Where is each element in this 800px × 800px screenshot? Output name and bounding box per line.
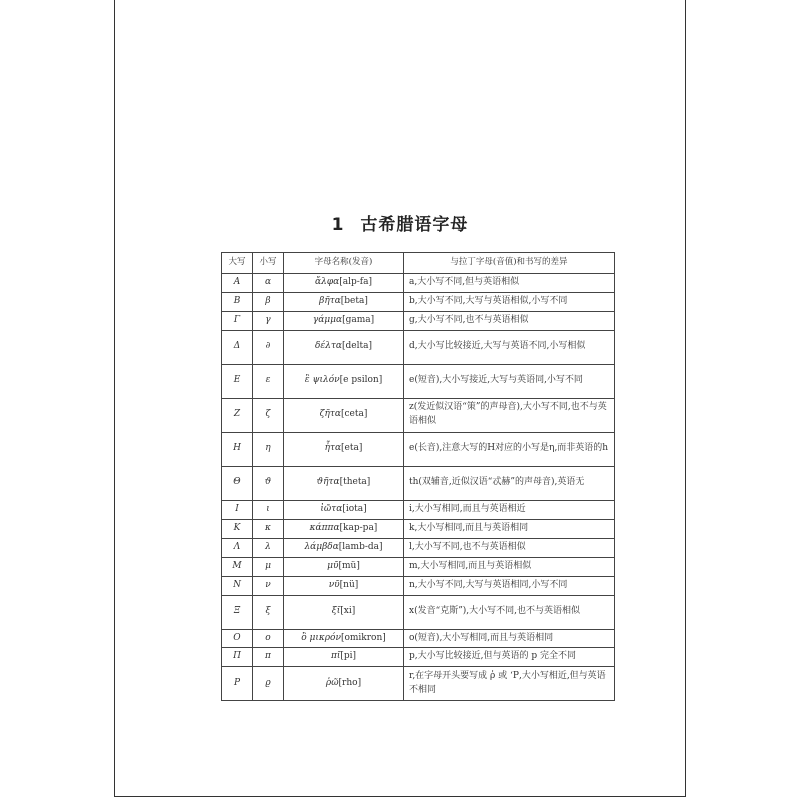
uppercase-letter: Λ [222, 538, 253, 557]
table-row [222, 538, 615, 557]
greek-letter-name: γάμμα [312, 314, 343, 325]
table-row [222, 667, 615, 701]
uppercase-letter: Ε [222, 364, 253, 398]
uppercase-letter: Μ [222, 557, 253, 576]
pronunciation: [omikron] [340, 632, 386, 643]
lowercase-letter: ν [253, 576, 284, 595]
lowercase-letter: μ [253, 557, 284, 576]
difference-description: n,大小写不同,大写与英语相同,小写不同 [404, 576, 615, 595]
lowercase-letter: ι [253, 500, 284, 519]
pronunciation: [beta] [340, 295, 368, 306]
letter-name-cell [284, 519, 404, 538]
table-row [222, 629, 615, 648]
greek-letter-name: ἰῶτα [320, 503, 343, 514]
letter-name-cell [284, 311, 404, 330]
pronunciation: [iota] [342, 503, 367, 514]
letter-name-cell [284, 648, 404, 667]
greek-letter-name: ἄλφα [315, 277, 340, 287]
greek-letter-name: πῖ [330, 651, 341, 662]
uppercase-letter: Π [222, 648, 253, 667]
difference-description: x(发音“克斯”),大小写不同,也不与英语相似 [404, 595, 615, 629]
pronunciation: [delta] [342, 341, 372, 352]
header-lowercase: 小写 [253, 253, 284, 274]
lowercase-letter: ζ [253, 398, 284, 432]
greek-letter-name: ϑῆτα [316, 477, 340, 488]
letter-name-cell [284, 595, 404, 629]
uppercase-letter: Δ [222, 330, 253, 364]
uppercase-letter: Β [222, 292, 253, 311]
greek-letter-name: λάμβδα [304, 541, 339, 552]
alphabet-table [221, 252, 615, 701]
difference-description: m,大小写相同,而且与英语相似 [404, 557, 615, 576]
table-row [222, 576, 615, 595]
table-row [222, 500, 615, 519]
difference-description: z(发近似汉语“策”的声母音),大小写不同,也不与英语相似 [404, 398, 615, 432]
greek-letter-name: ἦτα [324, 443, 342, 454]
pronunciation: [nü] [339, 579, 359, 590]
greek-letter-name: δέλτα [315, 341, 343, 352]
lowercase-letter: γ [253, 311, 284, 330]
pronunciation: [e psilon] [339, 375, 383, 386]
section-heading [115, 210, 685, 235]
lowercase-letter: β [253, 292, 284, 311]
letter-name-cell [284, 667, 404, 701]
difference-description: o(短音),大小写相同,而且与英语相同 [404, 629, 615, 648]
difference-description: th(双辅音,近似汉语“忒赫”的声母音),英语无 [404, 466, 615, 500]
greek-letter-name: μῦ [327, 560, 339, 571]
greek-letter-name: βῆτα [319, 295, 341, 306]
uppercase-letter: Ζ [222, 398, 253, 432]
section-title: 古希腊语字母 [360, 215, 469, 235]
difference-description: e(短音),大小写接近,大写与英语同,小写不同 [404, 364, 615, 398]
lowercase-letter: λ [253, 538, 284, 557]
table-row [222, 364, 615, 398]
greek-letter-name: νῦ [328, 579, 340, 590]
difference-description: g,大小写不同,也不与英语相似 [404, 311, 615, 330]
difference-description: e(长音),注意大写的H对应的小写是η,而非英语的h [404, 432, 615, 466]
pronunciation: [pi] [340, 651, 357, 662]
lowercase-letter: ξ [253, 595, 284, 629]
pronunciation: [xi] [340, 606, 356, 617]
pronunciation: [lamb-da] [338, 541, 383, 552]
lowercase-letter: ε [253, 364, 284, 398]
greek-letter-name: ξῖ [331, 606, 341, 617]
letter-name-cell [284, 330, 404, 364]
letter-name-cell [284, 292, 404, 311]
greek-letter-name: κάππα [309, 522, 340, 533]
difference-description: p,大小写比较接近,但与英语的 p 完全不同 [404, 648, 615, 667]
greek-letter-name: ἒ ψιλόν [304, 375, 340, 386]
letter-name-cell [284, 364, 404, 398]
table-row [222, 311, 615, 330]
table-row [222, 595, 615, 629]
uppercase-letter: Ν [222, 576, 253, 595]
lowercase-letter: ∂ [253, 330, 284, 364]
uppercase-letter: Θ [222, 466, 253, 500]
page [114, 0, 686, 797]
pronunciation: [eta] [341, 443, 363, 454]
lowercase-letter: κ [253, 519, 284, 538]
letter-name-cell [284, 500, 404, 519]
pronunciation: [ceta] [340, 409, 368, 420]
lowercase-letter: ϱ [253, 667, 284, 701]
table-row [222, 557, 615, 576]
difference-description: k,大小写相同,而且与英语相同 [404, 519, 615, 538]
lowercase-letter: π [253, 648, 284, 667]
greek-letter-name: ζῆτα [319, 409, 341, 420]
difference-description: l,大小写不同,也不与英语相似 [404, 538, 615, 557]
pronunciation: [gama] [342, 314, 375, 325]
letter-name-cell [284, 538, 404, 557]
table-row [222, 432, 615, 466]
table-row [222, 466, 615, 500]
table-row [222, 274, 615, 293]
uppercase-letter: Κ [222, 519, 253, 538]
table-row [222, 648, 615, 667]
uppercase-letter: Α [222, 274, 253, 293]
uppercase-letter: Ρ [222, 667, 253, 701]
table-row [222, 398, 615, 432]
difference-description: r,在字母开头要写成 ῥ 或 ‘Ρ,大小写相近,但与英语不相同 [404, 667, 615, 701]
greek-letter-name: ῥῶ [325, 677, 339, 688]
letter-name-cell [284, 557, 404, 576]
table-row [222, 330, 615, 364]
lowercase-letter: ο [253, 629, 284, 648]
difference-description: a,大小写不同,但与英语相似 [404, 274, 615, 293]
letter-name-cell [284, 432, 404, 466]
header-letter-name: 字母名称(发音) [284, 253, 404, 274]
greek-letter-name: ὂ μικρόν [301, 632, 341, 643]
pronunciation: [kap-pa] [339, 522, 378, 533]
letter-name-cell [284, 466, 404, 500]
uppercase-letter: Ξ [222, 595, 253, 629]
section-number: 1 [331, 215, 345, 235]
table-row [222, 519, 615, 538]
uppercase-letter: Ο [222, 629, 253, 648]
letter-name-cell [284, 629, 404, 648]
header-uppercase: 大写 [222, 253, 253, 274]
letter-name-cell [284, 398, 404, 432]
letter-name-cell [284, 576, 404, 595]
uppercase-letter: Η [222, 432, 253, 466]
difference-description: d,大小写比较接近,大写与英语不同,小写相似 [404, 330, 615, 364]
table-header-row [222, 253, 615, 274]
pronunciation: [mü] [338, 560, 360, 571]
uppercase-letter: Ι [222, 500, 253, 519]
letter-name-cell [284, 274, 404, 293]
pronunciation: [alp-fa] [339, 277, 372, 287]
table-row [222, 292, 615, 311]
pronunciation: [theta] [339, 477, 371, 488]
pronunciation: [rho] [338, 677, 362, 688]
difference-description: i,大小写相同,而且与英语相近 [404, 500, 615, 519]
difference-description: b,大小写不同,大写与英语相似,小写不同 [404, 292, 615, 311]
lowercase-letter: α [253, 274, 284, 293]
lowercase-letter: ϑ [253, 466, 284, 500]
header-difference: 与拉丁字母(音值)和书写的差异 [404, 253, 615, 274]
uppercase-letter: Γ [222, 311, 253, 330]
lowercase-letter: η [253, 432, 284, 466]
